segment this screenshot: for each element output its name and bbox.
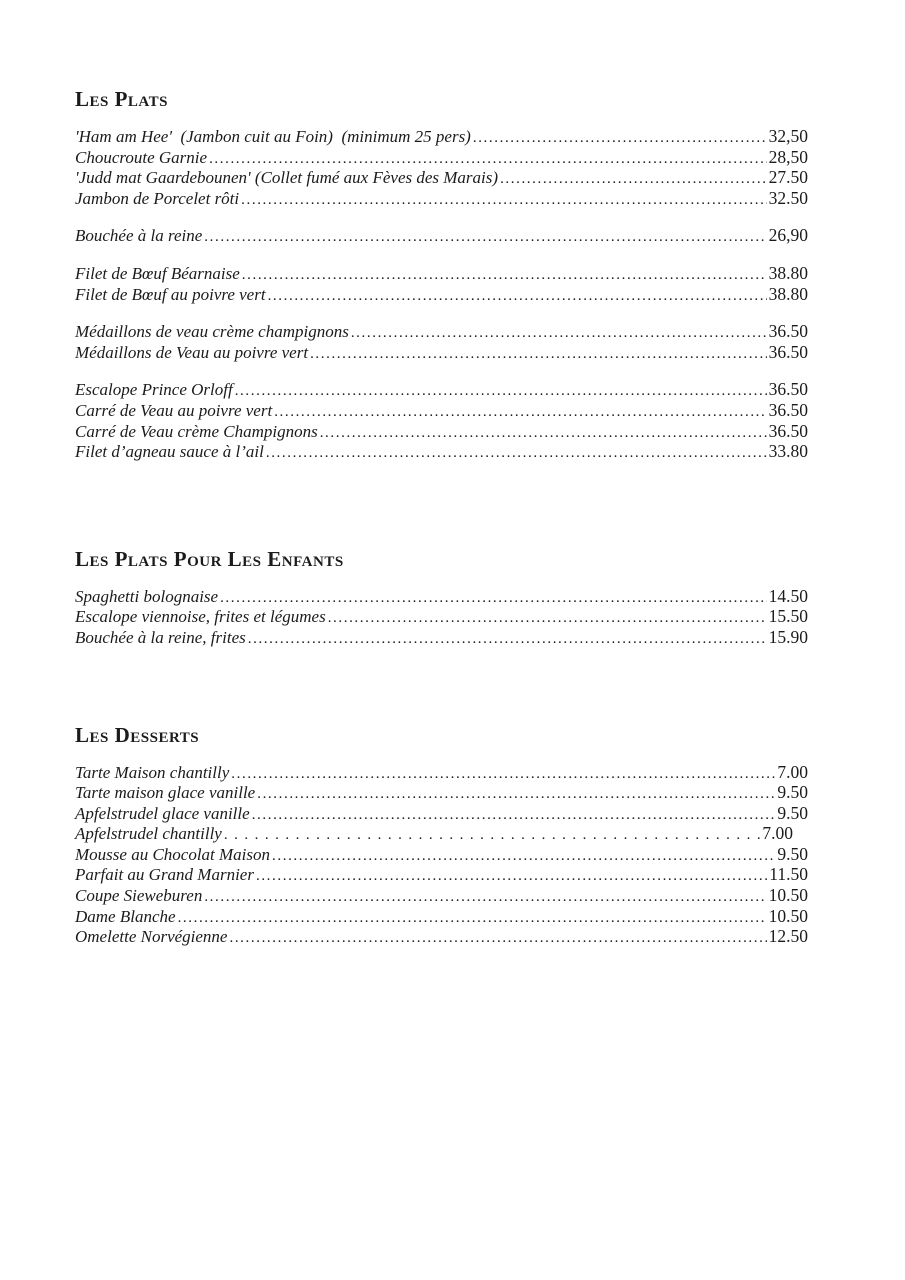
menu-item-row: [75, 823, 808, 844]
dot-leader: [320, 423, 767, 444]
dish-name: 'Ham am Hee' (Jambon cuit au Foin) (minimum 25 pers): [75, 127, 471, 146]
menu-item-row: [75, 167, 808, 188]
dot-leader: [500, 169, 767, 190]
dish-name: 'Judd mat Gaardebounen' (Collet fumé aux Fèves des Marais): [75, 168, 499, 188]
menu-item-row: [75, 885, 808, 906]
dot-leader: [272, 846, 775, 867]
dish-price: 36.50: [768, 379, 808, 400]
dot-leader: [257, 784, 775, 805]
dish-price: 11.50: [769, 864, 808, 885]
dish-price: 36.50: [768, 399, 808, 420]
menu-item-row: [75, 321, 808, 342]
dish-name: Carré de Veau crème Champignons: [75, 421, 318, 441]
dish-name: Coupe Sieweburen: [75, 886, 203, 906]
dot-leader: [351, 323, 767, 344]
menu-item-row: [75, 421, 808, 442]
menu-section: [75, 88, 808, 462]
dish-price: 26,90: [768, 225, 808, 246]
dish-price: 14.50: [768, 585, 808, 606]
menu-group: [75, 321, 808, 362]
menu-item-row: [75, 762, 808, 783]
dish-name: Filet de Bœuf au poivre vert: [75, 284, 266, 304]
menu-item-row: [75, 342, 808, 363]
dish-name: Tarte Maison chantilly: [75, 762, 230, 782]
dot-leader: [310, 344, 767, 365]
menu-group: [75, 126, 808, 208]
dot-leader: [229, 928, 766, 949]
menu-item-row: [75, 844, 808, 865]
dish-name: Carré de Veau au poivre vert: [75, 400, 273, 420]
menu-item-row: [75, 864, 808, 885]
dot-leader: [242, 265, 767, 286]
dish-price: 12.50: [768, 926, 808, 947]
dish-name: Bouchée à la reine, frites: [75, 627, 246, 647]
dish-price: 38.80: [768, 262, 808, 283]
dot-leader: [252, 805, 776, 826]
dish-price: 27.50: [768, 167, 808, 188]
dish-price: 10.50: [768, 905, 808, 926]
menu-item-row: [75, 400, 808, 421]
dot-leader: [266, 443, 767, 464]
menu-group: [75, 225, 808, 246]
dish-price: 7.00: [777, 761, 808, 782]
dot-leader: [268, 286, 767, 307]
menu-item-row: [75, 379, 808, 400]
dish-name: Dame Blanche: [75, 906, 176, 926]
dot-leader: [274, 402, 766, 423]
menu-group: [75, 586, 808, 648]
dot-leader: [256, 866, 767, 887]
menu-item-row: [75, 627, 808, 648]
dish-name: Médaillons de veau crème champignons: [75, 322, 349, 342]
menu-item-row: [75, 803, 808, 824]
dish-price: 9.50: [777, 843, 808, 864]
dish-price: 10.50: [768, 885, 808, 906]
dot-leader: [328, 608, 767, 629]
menu-section: [75, 548, 808, 648]
dish-name: Mousse au Chocolat Maison: [75, 844, 271, 864]
menu-group: [75, 263, 808, 304]
dish-price: 36.50: [768, 321, 808, 342]
dish-price: 33.80: [768, 441, 808, 462]
section-title: Les Plats: [75, 87, 169, 111]
dish-name: Escalope Prince Orloff: [75, 380, 233, 400]
dot-leader: [235, 381, 767, 402]
menu-item-row: [75, 126, 808, 147]
menu-group: [75, 379, 808, 461]
menu-item-row: [75, 586, 808, 607]
dot-leader: [224, 825, 761, 846]
menu-content: [75, 88, 808, 947]
menu-item-row: [75, 926, 808, 947]
dish-price: 38.80: [768, 283, 808, 304]
menu-group: [75, 762, 808, 947]
section-title: Les Plats Pour Les Enfants: [75, 546, 344, 571]
dish-price: 9.50: [777, 782, 808, 803]
dish-name: Apfelstrudel glace vanille: [75, 803, 250, 823]
dot-leader: [178, 908, 767, 929]
section-title: Les Desserts: [75, 722, 200, 747]
dish-price: 28,50: [768, 146, 808, 167]
dot-leader: [204, 887, 766, 908]
dish-name: Filet d’agneau sauce à l’ail: [75, 442, 264, 462]
dot-leader: [220, 588, 767, 609]
menu-item-row: [75, 188, 808, 209]
menu-item-row: [75, 225, 808, 246]
dish-name: Bouchée à la reine: [75, 226, 203, 246]
dot-leader: [248, 629, 767, 650]
dot-leader: [473, 128, 767, 149]
dish-price: 32.50: [768, 187, 808, 208]
menu-item-row: [75, 284, 808, 305]
menu-item-row: [75, 263, 808, 284]
dish-price: 15.90: [768, 626, 808, 647]
dish-name: Omelette Norvégienne: [75, 927, 228, 947]
dish-price: 32,50: [768, 126, 808, 146]
dish-price: 7.00: [762, 823, 793, 844]
dot-leader: [231, 764, 775, 785]
menu-item-row: [75, 606, 808, 627]
menu-item-row: [75, 441, 808, 462]
dot-leader: [204, 227, 766, 248]
dish-price: 36.50: [768, 341, 808, 362]
dish-name: Tarte maison glace vanille: [75, 783, 256, 803]
dish-name: Escalope viennoise, frites et légumes: [75, 607, 326, 627]
menu-item-row: [75, 782, 808, 803]
dot-leader: [209, 149, 767, 170]
dish-name: Apfelstrudel chantilly: [75, 824, 222, 844]
menu-item-row: [75, 147, 808, 168]
dish-name: Choucroute Garnie: [75, 147, 208, 167]
dish-name: Jambon de Porcelet rôti: [75, 188, 240, 208]
dish-name: Parfait au Grand Marnier: [75, 865, 254, 885]
dish-price: 9.50: [777, 802, 808, 823]
menu-section: [75, 724, 808, 947]
dot-leader: [241, 190, 766, 211]
dish-name: Filet de Bœuf Béarnaise: [75, 263, 240, 283]
dish-price: 36.50: [768, 420, 808, 441]
dish-name: Médaillons de Veau au poivre vert: [75, 342, 309, 362]
dish-name: Spaghetti bolognaise: [75, 586, 219, 606]
dish-price: 15.50: [768, 606, 808, 627]
menu-item-row: [75, 906, 808, 927]
